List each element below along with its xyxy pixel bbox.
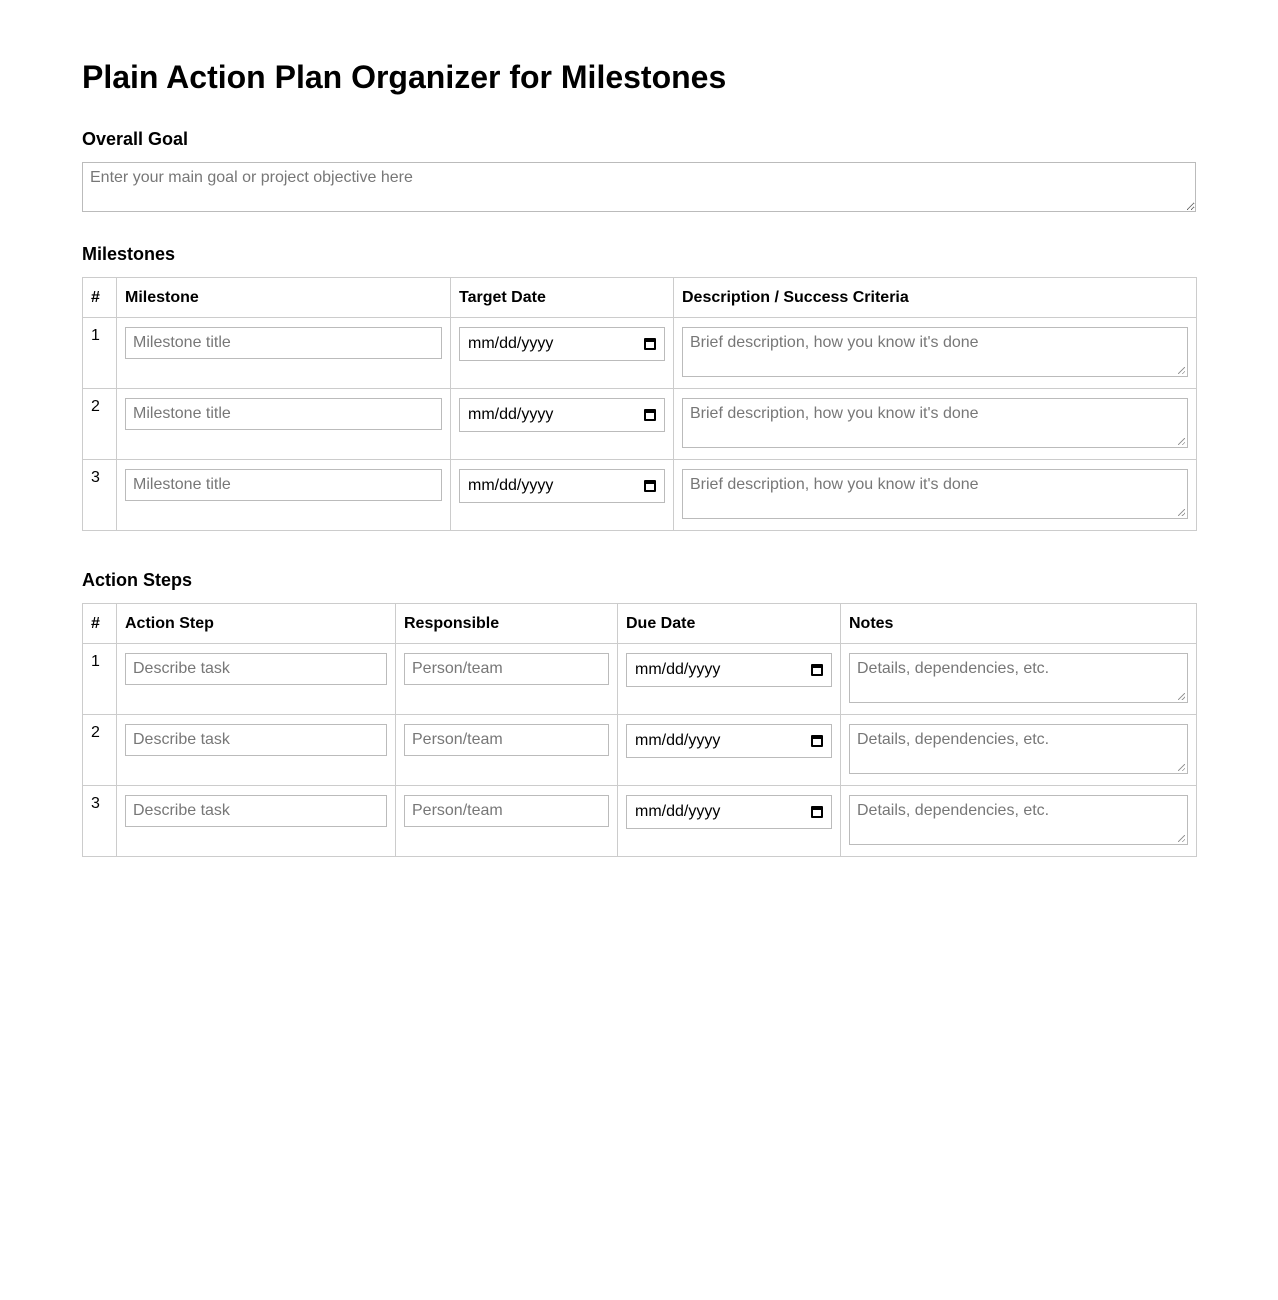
milestones-table <box>82 277 1197 531</box>
resize-handle-icon[interactable] <box>1178 367 1185 374</box>
resize-handle-icon[interactable] <box>1178 835 1185 842</box>
responsible-input[interactable] <box>404 724 609 756</box>
calendar-icon[interactable] <box>644 338 656 350</box>
placeholder-text: Describe task <box>133 731 230 748</box>
milestone-description-input[interactable] <box>682 398 1188 448</box>
row-number: 2 <box>83 715 117 786</box>
row-number: 2 <box>83 389 117 460</box>
date-input[interactable] <box>626 653 832 687</box>
goal-label: Overall Goal <box>82 129 189 149</box>
action-step-row <box>83 786 1197 857</box>
page-title: Plain Action Plan Organizer for Milestones <box>82 59 727 95</box>
action-step-input[interactable] <box>125 724 387 756</box>
column-header: Description / Success Criteria <box>674 278 1197 318</box>
notes-input[interactable] <box>849 653 1188 703</box>
row-number: 1 <box>83 644 117 715</box>
placeholder-text: Milestone title <box>133 334 231 351</box>
notes-input[interactable] <box>849 795 1188 845</box>
responsible-input[interactable] <box>404 653 609 685</box>
date-value: mm/dd/yyyy <box>635 661 721 678</box>
placeholder-text: Details, dependencies, etc. <box>857 802 1050 819</box>
placeholder-text: Describe task <box>133 802 230 819</box>
resize-handle-icon[interactable] <box>1178 764 1185 771</box>
milestone-title-input[interactable] <box>125 469 442 501</box>
row-number: 1 <box>83 318 117 389</box>
resize-handle-icon[interactable] <box>1178 509 1185 516</box>
placeholder-text: Details, dependencies, etc. <box>857 731 1050 748</box>
column-header: Action Step <box>117 604 396 644</box>
action-step-row <box>83 715 1197 786</box>
resize-handle-icon[interactable] <box>1178 438 1185 445</box>
date-value: mm/dd/yyyy <box>635 803 721 820</box>
placeholder-text: Describe task <box>133 660 230 677</box>
resize-handle-icon[interactable] <box>1178 693 1185 700</box>
column-header: # <box>83 278 117 318</box>
milestone-row <box>83 318 1197 389</box>
milestone-row <box>83 389 1197 460</box>
calendar-icon[interactable] <box>811 664 823 676</box>
date-value: mm/dd/yyyy <box>468 406 554 423</box>
placeholder-text: Milestone title <box>133 476 231 493</box>
row-number: 3 <box>83 786 117 857</box>
milestone-title-input[interactable] <box>125 398 442 430</box>
column-header: Target Date <box>451 278 674 318</box>
milestones-heading: Milestones <box>82 244 176 264</box>
placeholder-text: Brief description, how you know it's done <box>690 334 979 351</box>
action-steps-table <box>82 603 1197 857</box>
date-value: mm/dd/yyyy <box>468 477 554 494</box>
date-input[interactable] <box>459 469 665 503</box>
column-header: Milestone <box>117 278 451 318</box>
action-step-input[interactable] <box>125 795 387 827</box>
calendar-icon[interactable] <box>644 409 656 421</box>
placeholder-text: Details, dependencies, etc. <box>857 660 1050 677</box>
goal-input[interactable] <box>82 162 1196 212</box>
calendar-icon[interactable] <box>811 806 823 818</box>
milestone-description-input[interactable] <box>682 469 1188 519</box>
date-value: mm/dd/yyyy <box>635 732 721 749</box>
placeholder-text: Brief description, how you know it's done <box>690 476 979 493</box>
date-value: mm/dd/yyyy <box>468 335 554 352</box>
action-step-input[interactable] <box>125 653 387 685</box>
responsible-input[interactable] <box>404 795 609 827</box>
column-header: Notes <box>841 604 1197 644</box>
calendar-icon[interactable] <box>811 735 823 747</box>
date-input[interactable] <box>626 795 832 829</box>
notes-input[interactable] <box>849 724 1188 774</box>
column-header: Responsible <box>396 604 618 644</box>
action-step-row <box>83 644 1197 715</box>
placeholder-text: Person/team <box>412 731 503 748</box>
date-input[interactable] <box>459 327 665 361</box>
placeholder-text: Milestone title <box>133 405 231 422</box>
row-number: 3 <box>83 460 117 531</box>
milestone-row <box>83 460 1197 531</box>
calendar-icon[interactable] <box>644 480 656 492</box>
placeholder-text: Person/team <box>412 660 503 677</box>
column-header: Due Date <box>618 604 841 644</box>
milestone-title-input[interactable] <box>125 327 442 359</box>
action-steps-heading: Action Steps <box>82 570 193 590</box>
date-input[interactable] <box>626 724 832 758</box>
placeholder-text: Person/team <box>412 802 503 819</box>
milestone-description-input[interactable] <box>682 327 1188 377</box>
column-header: # <box>83 604 117 644</box>
date-input[interactable] <box>459 398 665 432</box>
placeholder-text: Brief description, how you know it's done <box>690 405 979 422</box>
